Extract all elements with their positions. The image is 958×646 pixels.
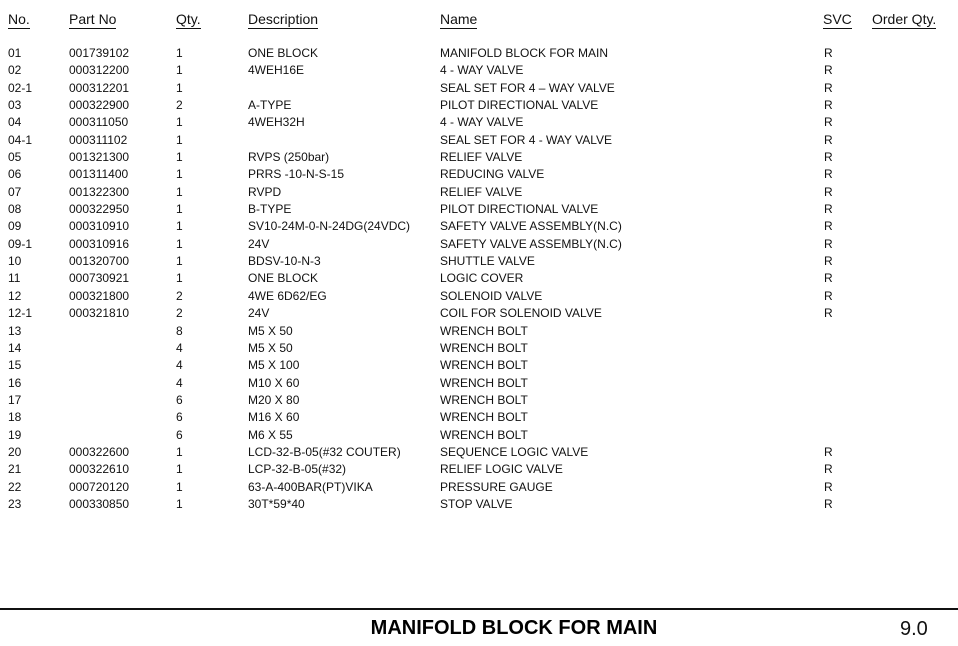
cell-name: WRENCH BOLT <box>440 392 528 407</box>
cell-name: SEAL SET FOR 4 - WAY VALVE <box>440 132 613 147</box>
cell-no: 12-1 <box>8 306 33 321</box>
cell-qty: 1 <box>176 132 183 147</box>
header-part-no: Part No <box>69 11 117 27</box>
cell-description: 24V <box>248 236 270 251</box>
cell-no: 04-1 <box>8 132 33 147</box>
cell-description: M10 X 60 <box>248 375 300 390</box>
cell-qty: 1 <box>176 150 183 165</box>
cell-qty: 4 <box>176 340 183 355</box>
cell-no: 02-1 <box>8 80 33 95</box>
cell-qty: 6 <box>176 392 183 407</box>
cell-name: WRENCH BOLT <box>440 323 528 338</box>
cell-description: 4WEH32H <box>248 115 305 130</box>
cell-name: WRENCH BOLT <box>440 427 528 442</box>
cell-no: 08 <box>8 202 22 217</box>
cell-name: SAFETY VALVE ASSEMBLY(N.C) <box>440 219 622 234</box>
cell-qty: 1 <box>176 167 183 182</box>
cell-part-no: 001320700 <box>69 254 130 269</box>
cell-name: WRENCH BOLT <box>440 340 528 355</box>
cell-qty: 1 <box>176 254 183 269</box>
cell-no: 11 <box>8 271 21 286</box>
cell-qty: 1 <box>176 202 183 217</box>
cell-qty: 1 <box>176 219 183 234</box>
cell-description: M6 X 55 <box>248 427 293 442</box>
cell-svc: R <box>824 462 833 477</box>
cell-svc: R <box>824 80 833 95</box>
cell-name: WRENCH BOLT <box>440 375 528 390</box>
cell-no: 09 <box>8 219 22 234</box>
cell-svc: R <box>824 184 833 199</box>
table-row <box>0 375 958 392</box>
cell-part-no: 000312200 <box>69 63 130 78</box>
table-row <box>0 288 958 305</box>
cell-part-no: 000311050 <box>69 115 129 130</box>
cell-description: LCP-32-B-05(#32) <box>248 462 347 477</box>
cell-svc: R <box>824 271 833 286</box>
table-row <box>0 340 958 357</box>
cell-name: STOP VALVE <box>440 496 513 511</box>
cell-description: M16 X 60 <box>248 410 300 425</box>
cell-svc: R <box>824 132 833 147</box>
table-row <box>0 253 958 270</box>
cell-no: 02 <box>8 63 22 78</box>
cell-name: RELIEF VALVE <box>440 150 523 165</box>
cell-name: WRENCH BOLT <box>440 410 528 425</box>
cell-qty: 1 <box>176 46 183 60</box>
cell-qty: 1 <box>176 444 183 459</box>
cell-name: 4 - WAY VALVE <box>440 63 524 78</box>
table-row <box>0 80 958 97</box>
header-qty: Qty. <box>176 11 201 27</box>
cell-svc: R <box>824 444 833 459</box>
table-row <box>0 409 958 426</box>
cell-no: 07 <box>8 184 22 199</box>
cell-svc: R <box>824 219 833 234</box>
cell-description: M5 X 50 <box>248 323 293 338</box>
cell-qty: 6 <box>176 427 183 442</box>
cell-name: 4 - WAY VALVE <box>440 115 524 130</box>
cell-description: 63-A-400BAR(PT)VIKA <box>248 479 373 494</box>
cell-part-no: 000322610 <box>69 462 130 477</box>
cell-no: 14 <box>8 340 22 355</box>
cell-qty: 2 <box>176 306 183 321</box>
cell-part-no: 000312201 <box>69 80 130 95</box>
cell-svc: R <box>824 236 833 251</box>
cell-qty: 1 <box>176 479 183 494</box>
cell-no: 12 <box>8 288 22 303</box>
cell-description: A-TYPE <box>248 98 292 113</box>
cell-svc: R <box>824 496 833 511</box>
cell-qty: 1 <box>176 184 183 199</box>
table-row <box>0 357 958 374</box>
cell-description: RVPD <box>248 184 282 199</box>
table-header <box>0 10 958 30</box>
cell-part-no: 000321810 <box>69 306 130 321</box>
cell-no: 10 <box>8 254 22 269</box>
cell-no: 01 <box>8 46 22 60</box>
header-no: No. <box>8 11 30 27</box>
table-row <box>0 236 958 253</box>
table-row <box>0 323 958 340</box>
cell-qty: 1 <box>176 63 183 78</box>
table-row <box>0 496 958 513</box>
cell-name: PRESSURE GAUGE <box>440 479 553 494</box>
cell-qty: 1 <box>176 271 183 286</box>
cell-qty: 1 <box>176 462 183 477</box>
cell-qty: 1 <box>176 115 183 130</box>
cell-no: 09-1 <box>8 236 33 251</box>
cell-description: RVPS (250bar) <box>248 150 330 165</box>
table-row <box>0 114 958 131</box>
cell-part-no: 001311400 <box>69 167 129 182</box>
cell-svc: R <box>824 306 833 321</box>
cell-no: 18 <box>8 410 22 425</box>
cell-name: REDUCING VALVE <box>440 167 545 182</box>
cell-qty: 6 <box>176 410 183 425</box>
cell-no: 22 <box>8 479 22 494</box>
cell-name: SEAL SET FOR 4 – WAY VALVE <box>440 80 615 95</box>
cell-name: RELIEF VALVE <box>440 184 523 199</box>
page-number: 9.0 <box>900 618 928 640</box>
cell-no: 16 <box>8 375 22 390</box>
cell-description: M20 X 80 <box>248 392 300 407</box>
cell-svc: R <box>824 202 833 217</box>
cell-no: 19 <box>8 427 22 442</box>
cell-description: M5 X 100 <box>248 358 300 373</box>
cell-no: 15 <box>8 358 22 373</box>
table-row <box>0 62 958 79</box>
cell-description: 4WE 6D62/EG <box>248 288 327 303</box>
cell-no: 17 <box>8 392 22 407</box>
cell-qty: 1 <box>176 496 183 511</box>
cell-description: M5 X 50 <box>248 340 293 355</box>
header-svc: SVC <box>823 11 852 27</box>
table-row <box>0 305 958 322</box>
cell-svc: R <box>824 46 833 60</box>
cell-qty: 2 <box>176 288 183 303</box>
cell-no: 21 <box>8 462 22 477</box>
cell-description: 30T*59*40 <box>248 496 305 511</box>
cell-part-no: 000310910 <box>69 219 130 234</box>
cell-qty: 1 <box>176 236 183 251</box>
cell-qty: 8 <box>176 323 183 338</box>
cell-description: PRRS -10-N-S-15 <box>248 167 345 182</box>
cell-name: SEQUENCE LOGIC VALVE <box>440 444 589 459</box>
cell-svc: R <box>824 150 833 165</box>
cell-name: SHUTTLE VALVE <box>440 254 535 269</box>
cell-part-no: 000330850 <box>69 496 130 511</box>
cell-no: 06 <box>8 167 22 182</box>
table-row <box>0 97 958 114</box>
cell-description: B-TYPE <box>248 202 292 217</box>
cell-svc: R <box>824 115 833 130</box>
cell-part-no: 000720120 <box>69 479 130 494</box>
cell-part-no: 000322950 <box>69 202 130 217</box>
table-row <box>0 132 958 149</box>
cell-name: LOGIC COVER <box>440 271 524 286</box>
table-row <box>0 149 958 166</box>
table-row <box>0 218 958 235</box>
cell-no: 05 <box>8 150 22 165</box>
table-row <box>0 166 958 183</box>
cell-name: SOLENOID VALVE <box>440 288 543 303</box>
cell-description: 24V <box>248 306 270 321</box>
cell-part-no: 000310916 <box>69 236 130 251</box>
cell-description: BDSV-10-N-3 <box>248 254 321 269</box>
cell-part-no: 000322900 <box>69 98 130 113</box>
table-row <box>0 45 958 62</box>
cell-part-no: 001739102 <box>69 46 130 60</box>
cell-svc: R <box>824 167 833 182</box>
cell-name: SAFETY VALVE ASSEMBLY(N.C) <box>440 236 622 251</box>
cell-part-no: 000321800 <box>69 288 130 303</box>
cell-name: RELIEF LOGIC VALVE <box>440 462 563 477</box>
cell-description: ONE BLOCK <box>248 46 319 60</box>
cell-qty: 4 <box>176 375 183 390</box>
cell-description: LCD-32-B-05(#32 COUTER) <box>248 444 401 459</box>
table-row <box>0 392 958 409</box>
cell-name: COIL FOR SOLENOID VALVE <box>440 306 602 321</box>
cell-qty: 2 <box>176 98 183 113</box>
header-description: Description <box>248 11 319 27</box>
table-row <box>0 201 958 218</box>
cell-no: 04 <box>8 115 22 130</box>
cell-description: 4WEH16E <box>248 63 305 78</box>
cell-svc: R <box>824 288 833 303</box>
cell-description: SV10-24M-0-N-24DG(24VDC) <box>248 219 411 234</box>
cell-description: ONE BLOCK <box>248 271 319 286</box>
table-row <box>0 184 958 201</box>
table-row <box>0 444 958 461</box>
cell-svc: R <box>824 479 833 494</box>
cell-qty: 4 <box>176 358 183 373</box>
cell-part-no: 001322300 <box>69 184 130 199</box>
cell-part-no: 001321300 <box>69 150 130 165</box>
table-row <box>0 270 958 287</box>
footer-divider <box>0 608 958 610</box>
cell-svc: R <box>824 98 833 113</box>
cell-part-no: 000311102 <box>69 132 128 147</box>
cell-no: 23 <box>8 496 22 511</box>
table-row <box>0 461 958 478</box>
cell-name: MANIFOLD BLOCK FOR MAIN <box>440 46 609 60</box>
cell-part-no: 000730921 <box>69 271 130 286</box>
cell-svc: R <box>824 63 833 78</box>
cell-part-no: 000322600 <box>69 444 130 459</box>
cell-no: 20 <box>8 444 22 459</box>
header-order-qty: Order Qty. <box>872 11 937 27</box>
cell-svc: R <box>824 254 833 269</box>
header-name: Name <box>440 11 478 27</box>
table-row <box>0 479 958 496</box>
cell-name: PILOT DIRECTIONAL VALVE <box>440 98 599 113</box>
table-row <box>0 427 958 444</box>
cell-name: PILOT DIRECTIONAL VALVE <box>440 202 599 217</box>
cell-qty: 1 <box>176 80 183 95</box>
parts-table-body <box>0 45 958 513</box>
cell-no: 03 <box>8 98 22 113</box>
cell-name: WRENCH BOLT <box>440 358 528 373</box>
cell-no: 13 <box>8 323 22 338</box>
footer-title: MANIFOLD BLOCK FOR MAIN <box>370 617 658 639</box>
